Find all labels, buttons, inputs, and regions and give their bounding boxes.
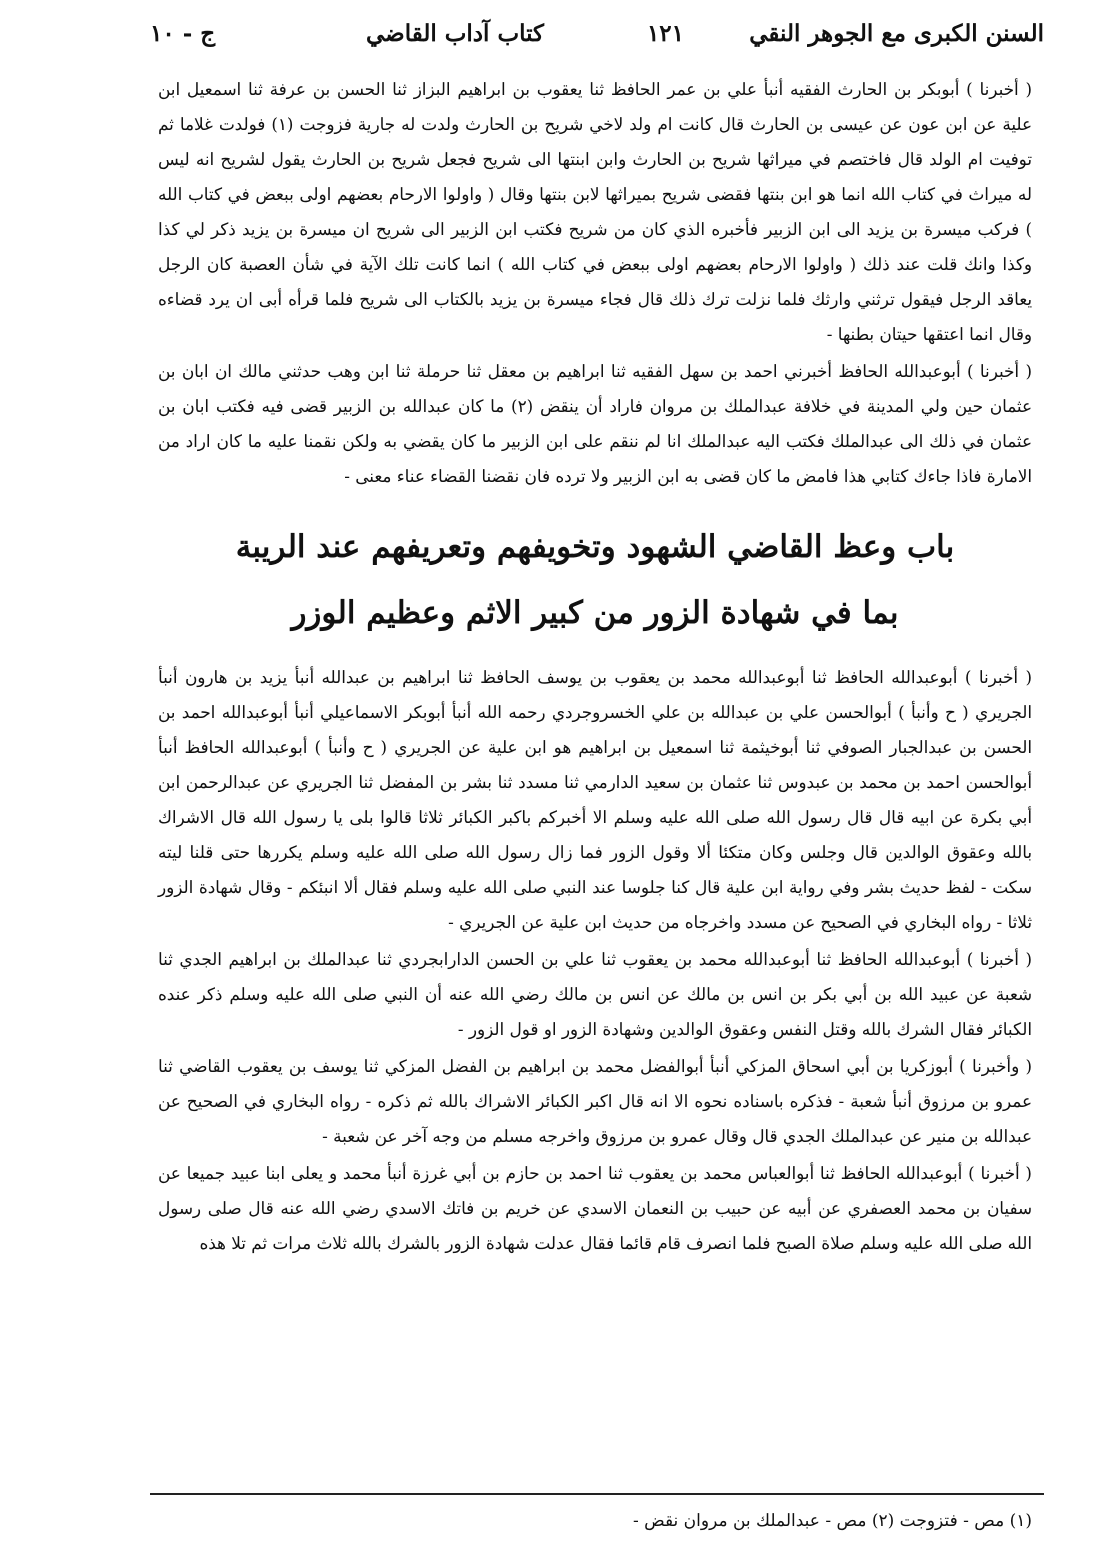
hadith-paragraph: ( أخبرنا ) أبوعبدالله الحافظ ثنا أبوعبدالله محمد بن يعقوب بن يوسف الحافظ ثنا ابراهيم بن عبدالله أنبأ يزيد بن هارون أنبأ الجريري ( ح وأنبأ ) أبوالحسن علي بن عبدالله بن علي الخسروجردي رحمه الله أنبأ أبوبكر الاسماعيلي أنبأ أبوعبدالله احمد بن الحسن بن عبدالجبار الصوفي ثنا أبوخيثمة ثنا اسمعيل بن ابراهيم هو ابن علية عن الجريري ( ح وأنبأ ) أبوعبدالله الحافظ أنبأ أبوالحسن احمد بن محمد بن عبدوس ثنا عثمان بن سعيد الدارمي ثنا مسدد ثنا بشر بن المفضل ثنا الجريري عن عبدالرحمن ابن أبي بكرة عن ابيه قال قال رسول الله صلى الله عليه وسلم الا أخبركم باكبر الكبائر ثلاثا قالوا بلى يا رسول الله قال الاشراك بالله وعقوق الوالدين قال وجلس وكان متكئا ألا وقول الزور فما زال رسول الله صلى الله عليه وسلم يكررها حتى قلنا ليته سكت - لفظ حديث بشر وفي رواية ابن علية قال كنا جلوسا عند النبي صلى الله عليه وسلم فقال ألا انبئكم - وقال شهادة الزور ثلاثا - رواه البخاري في الصحيح عن مسدد واخرجاه من حديث ابن علية عن الجريري -	[158, 667, 1032, 932]
chapter-heading	[158, 514, 1032, 646]
main-text	[158, 72, 1032, 1261]
volume-number: ج - ١٠	[150, 20, 216, 47]
running-header	[150, 14, 1044, 58]
hadith-paragraph: ( أخبرنا ) أبوبكر بن الحارث الفقيه أنبأ علي بن عمر الحافظ ثنا يعقوب بن ابراهيم البزاز ثنا الحسن بن عرفة ثنا اسمعيل ابن علية عن ابن عون عن عيسى بن الحارث قال كانت ام ولد لاخي شريح بن الحارث ولدت له جارية فزوجت (١) فولدت غلاما ثم توفيت ام الولد قال فاختصم في ميراثها شريح بن الحارث وابن ابنتها الى شريح فجعل شريح بن الحارث يقول لشريح انه ليس له ميراث في كتاب الله انما هو ابن بنتها فقضى شريح بميراثها لابن بنتها وقال ( واولوا الارحام بعضهم اولى ببعض في كتاب الله ) فركب ميسرة بن يزيد الى ابن الزبير فأخبره الذي كان من شريح فكتب ابن الزبير الى شريح ان ميسرة بن يزيد ذكر لي كذا وكذا وانك قلت عند ذلك ( واولوا الارحام بعضهم اولى ببعض في كتاب الله ) انما كانت تلك الآية في شأن العصبة كان الرجل يعاقد الرجل فيقول ترثني وارثك فلما نزلت ترك ذلك قال فجاء ميسرة بن يزيد بالكتاب الى شريح فلما قرأه أبى ان يرد قضاءه وقال انما اعتقها حيتان بطنها -	[158, 79, 1032, 344]
hadith-paragraph: ( أخبرنا ) أبوعبدالله الحافظ أخبرني احمد بن سهل الفقيه ثنا ابراهيم بن معقل ثنا حرملة ثنا ابن وهب حدثني مالك ان ابان بن عثمان حين ولي المدينة في خلافة عبدالملك بن مروان فاراد أن ينقض (٢) ما كان عبدالله بن الزبير قضى فيه فكتب ابان بن عثمان في ذلك الى عبدالملك فكتب اليه عبدالملك انا لم ننقم على ابن الزبير ما كان يقضي به ولكن نقمنا عليه ما كان اراد من الامارة فاذا جاءك كتابي هذا فامض ما كان قضى به ابن الزبير ولا ترده فان نقضنا القضاء عناء معنى -	[158, 361, 1033, 486]
chapter-name: كتاب آداب القاضي	[366, 20, 544, 47]
footnote: (١) مص - فتزوجت (٢) مص - عبدالملك بن مروان نقض -	[632, 1511, 1032, 1531]
chapter-heading-line-2: بما في شهادة الزور من كبير الاثم وعظيم الوزر	[291, 595, 899, 631]
page-number: ١٢١	[646, 20, 684, 47]
footnote-divider	[150, 1493, 1044, 1495]
hadith-paragraph: ( أخبرنا ) أبوعبدالله الحافظ ثنا أبوالعباس محمد بن يعقوب ثنا احمد بن حازم بن أبي غرزة أنبأ محمد و يعلى ابنا عبيد جميعا عن سفيان بن محمد العصفري عن أبيه عن حبيب بن النعمان الاسدي عن خريم بن فاتك الاسدي رضي الله عنه قال صلى رسول الله صلى الله عليه وسلم صلاة الصبح فلما انصرف قام قائما فقال عدلت شهادة الزور بالشرك بالله ثلاث مرات ثم تلا هذه	[158, 1163, 1032, 1253]
hadith-paragraph: ( أخبرنا ) أبوعبدالله الحافظ ثنا أبوعبدالله محمد بن يعقوب ثنا علي بن الحسن الدارابجردي ثنا عبدالملك بن ابراهيم الجدي ثنا شعبة عن عبيد الله بن أبي بكر بن انس بن مالك عن انس بن مالك رضي الله عنه أن النبي صلى الله عليه وسلم ذكر عنده الكبائر فقال الشرك بالله وقتل النفس وعقوق الوالدين وشهادة الزور او قول الزور -	[158, 949, 1032, 1039]
hadith-paragraph: ( وأخبرنا ) أبوزكريا بن أبي اسحاق المزكي أنبأ أبوالفضل محمد بن ابراهيم بن الفضل المزكي ثنا يوسف بن يعقوب القاضي ثنا عمرو بن مرزوق أنبأ شعبة - فذكره باسناده نحوه الا انه قال اكبر الكبائر الاشراك بالله ثم ذكره - رواه البخاري في الصحيح عن عبدالله بن منير عن عبدالملك الجدي قال وقال عمرو بن مرزوق واخرجه مسلم من وجه آخر عن شعبة -	[158, 1056, 1032, 1146]
chapter-heading-line-1: باب وعظ القاضي الشهود وتخويفهم وتعريفهم عند الريبة	[235, 529, 955, 565]
book-title: السنن الكبرى مع الجوهر النقي	[749, 20, 1044, 47]
